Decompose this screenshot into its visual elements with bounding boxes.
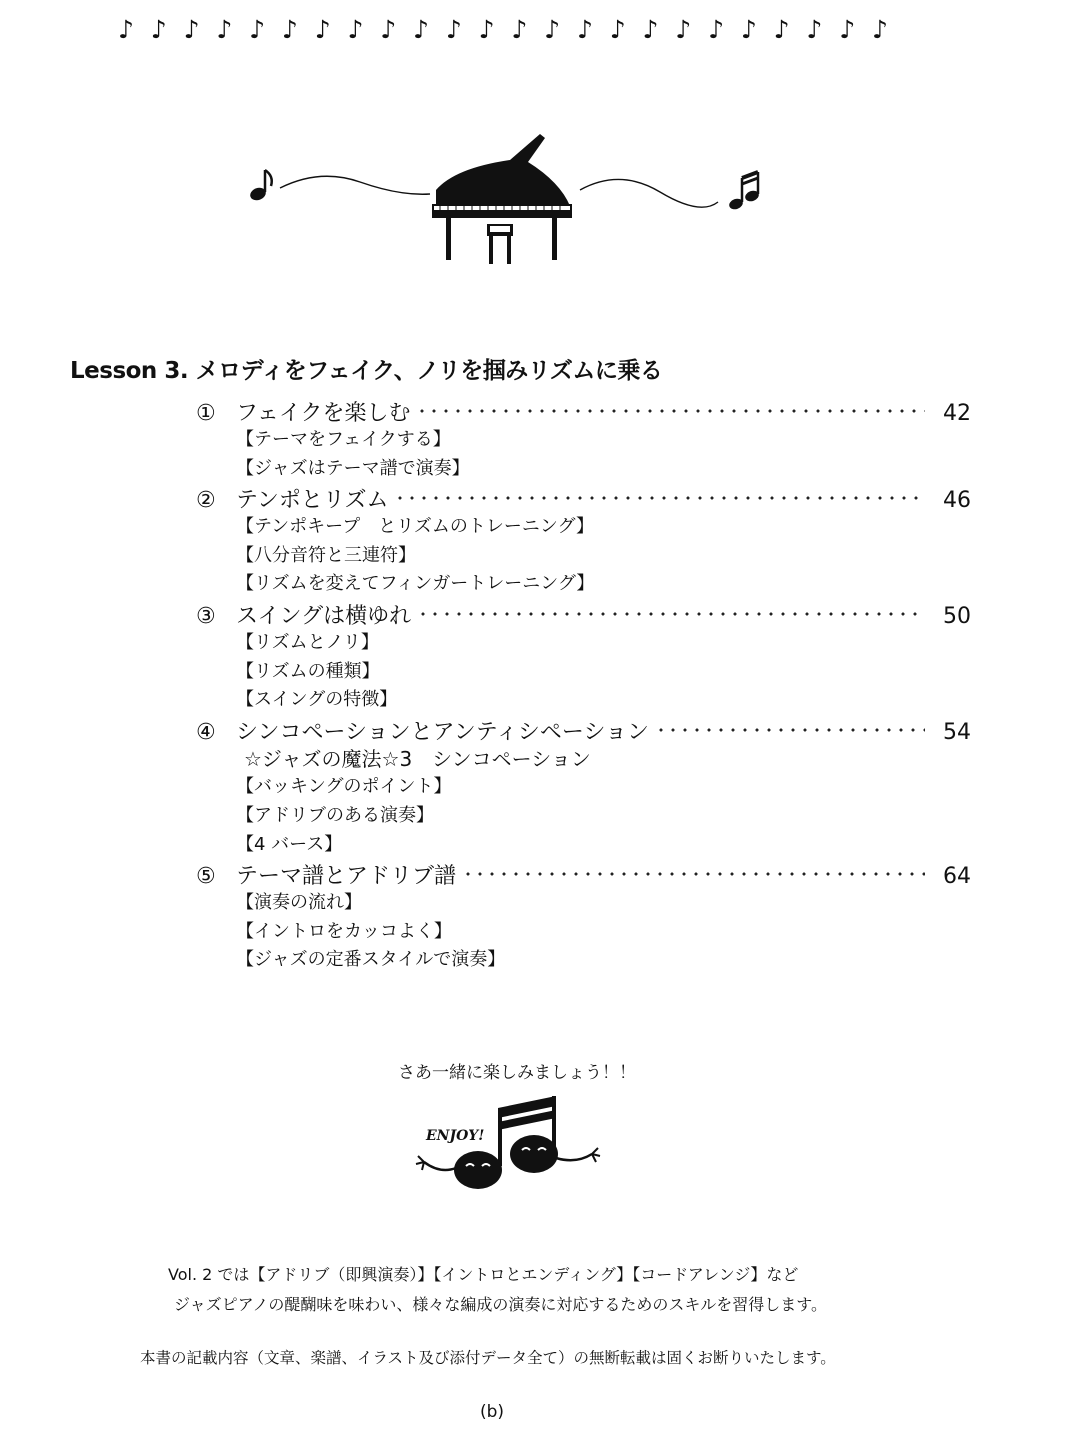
toc-section bbox=[196, 396, 971, 483]
toc-number: ② bbox=[196, 488, 216, 514]
toc-entry[interactable] bbox=[196, 599, 971, 629]
eighth-note-icon: ♪ bbox=[150, 14, 167, 44]
toc-page-number: 42 bbox=[943, 401, 971, 426]
eighth-note-icon: ♪ bbox=[609, 14, 626, 44]
toc-title: スイングは横ゆれ bbox=[236, 603, 412, 629]
table-of-contents bbox=[196, 396, 971, 975]
eighth-note-icon: ♪ bbox=[773, 14, 790, 44]
eighth-note-icon: ♪ bbox=[183, 14, 200, 44]
toc-section bbox=[196, 859, 971, 975]
toc-subitem: 【テンポキープ とリズムのトレーニング】 bbox=[236, 516, 595, 538]
toc-title: フェイクを楽しむ bbox=[236, 401, 411, 426]
eighth-note-icon: ♪ bbox=[871, 14, 888, 44]
toc-number: ③ bbox=[196, 603, 216, 629]
toc-subitem: 【スイングの特徴】 bbox=[236, 689, 398, 711]
toc-subitem: 【ジャズはテーマ譜で演奏】 bbox=[236, 457, 470, 479]
toc-page-number: 50 bbox=[943, 603, 971, 629]
eighth-note-icon: ♪ bbox=[314, 14, 331, 44]
right-wave-line bbox=[580, 179, 718, 207]
toc-subitem: 【ジャズの定番スタイルで演奏】 bbox=[236, 949, 506, 971]
eighth-note-icon: ♪ bbox=[675, 14, 692, 44]
enjoy-notes-illustration bbox=[410, 1088, 610, 1198]
toc-subitem: 【イントロをカッコよく】 bbox=[236, 920, 452, 942]
toc-entry[interactable] bbox=[196, 715, 971, 745]
eighth-note-icon: ♪ bbox=[544, 14, 561, 44]
toc-subitem: 【アドリブのある演奏】 bbox=[236, 804, 434, 826]
page-label: (b) bbox=[480, 1402, 505, 1422]
toc-page-number: 64 bbox=[943, 864, 971, 890]
eighth-note-icon: ♪ bbox=[347, 14, 364, 44]
toc-subitem: 【リズムの種類】 bbox=[236, 660, 380, 682]
eighth-note-icon: ♪ bbox=[281, 14, 298, 44]
eighth-note-icon: ♪ bbox=[249, 14, 266, 44]
leader-dots bbox=[394, 494, 925, 502]
toc-section bbox=[196, 483, 971, 599]
toc-star-topic: ☆ジャズの魔法☆3 シンコペーション bbox=[244, 746, 591, 771]
toc-subitem: 【4 バース】 bbox=[236, 833, 343, 855]
toc-number: ⑤ bbox=[196, 864, 216, 890]
leader-dots bbox=[655, 726, 925, 734]
vol2-note bbox=[168, 1260, 827, 1320]
eighth-note-icon: ♪ bbox=[216, 14, 233, 44]
toc-subitem: 【リズムを変えてフィンガートレーニング】 bbox=[236, 573, 595, 595]
enjoy-caption: さあ一緒に楽しみましょう！！ bbox=[398, 1063, 636, 1083]
leader-dots bbox=[417, 610, 925, 618]
eighth-note-icon: ♪ bbox=[511, 14, 528, 44]
toc-page-number: 54 bbox=[943, 719, 971, 745]
toc-subitem: 【リズムとノリ】 bbox=[236, 631, 379, 653]
toc-title: テンポとリズム bbox=[236, 488, 389, 514]
piano-illustration bbox=[240, 120, 770, 280]
toc-number: ④ bbox=[196, 719, 216, 745]
toc-number: ① bbox=[196, 401, 216, 426]
eighth-note-icon: ♪ bbox=[380, 14, 397, 44]
toc-subitem: 【八分音符と三連符】 bbox=[236, 544, 416, 566]
copyright-notice: 本書の記載内容（文章、楽譜、イラスト及び添付データ全て）の無断転載は固くお断りいたします。 bbox=[140, 1349, 836, 1367]
left-eighth-note-icon bbox=[248, 170, 271, 202]
right-beamed-notes-icon bbox=[728, 172, 761, 211]
eighth-note-icon: ♪ bbox=[806, 14, 823, 44]
lesson-title: Lesson 3. メロディをフェイク、ノリを掴みリズムに乗る bbox=[70, 358, 663, 384]
eighth-note-icon: ♪ bbox=[118, 14, 134, 44]
top-note-border bbox=[118, 12, 888, 46]
toc-entry[interactable] bbox=[196, 859, 971, 889]
toc-page-number: 46 bbox=[943, 488, 971, 514]
leader-dots bbox=[462, 870, 925, 878]
eighth-note-icon: ♪ bbox=[413, 14, 429, 44]
eighth-note-icon: ♪ bbox=[576, 14, 593, 44]
leader-dots bbox=[416, 407, 925, 415]
toc-entry[interactable] bbox=[196, 483, 971, 513]
eighth-note-icon: ♪ bbox=[478, 14, 495, 44]
grand-piano-icon bbox=[432, 134, 572, 264]
eighth-note-icon: ♪ bbox=[839, 14, 856, 44]
left-wave-line bbox=[280, 176, 430, 194]
eighth-note-icon: ♪ bbox=[740, 14, 757, 44]
eighth-note-icon: ♪ bbox=[445, 14, 462, 44]
toc-subitem: 【テーマをフェイクする】 bbox=[236, 429, 451, 450]
toc-section bbox=[196, 599, 971, 715]
eighth-note-icon: ♪ bbox=[642, 14, 659, 44]
eighth-note-icon: ♪ bbox=[708, 14, 725, 44]
vol2-note-line: Vol. 2 では【アドリブ（即興演奏）】【イントロとエンディング】【コードアレンジ】など bbox=[168, 1265, 799, 1284]
toc-subitem: 【演奏の流れ】 bbox=[236, 892, 362, 914]
toc-title: テーマ譜とアドリブ譜 bbox=[236, 864, 457, 890]
toc-subitem: 【バッキングのポイント】 bbox=[236, 776, 452, 798]
toc-entry[interactable] bbox=[196, 396, 971, 426]
toc-title: シンコペーションとアンティシペーション bbox=[236, 719, 650, 745]
toc-section bbox=[196, 715, 971, 859]
enjoy-art-text: ENJOY! bbox=[426, 1128, 485, 1144]
vol2-note-line: ジャズピアノの醍醐味を味わい、様々な編成の演奏に対応するためのスキルを習得します。 bbox=[174, 1295, 827, 1314]
